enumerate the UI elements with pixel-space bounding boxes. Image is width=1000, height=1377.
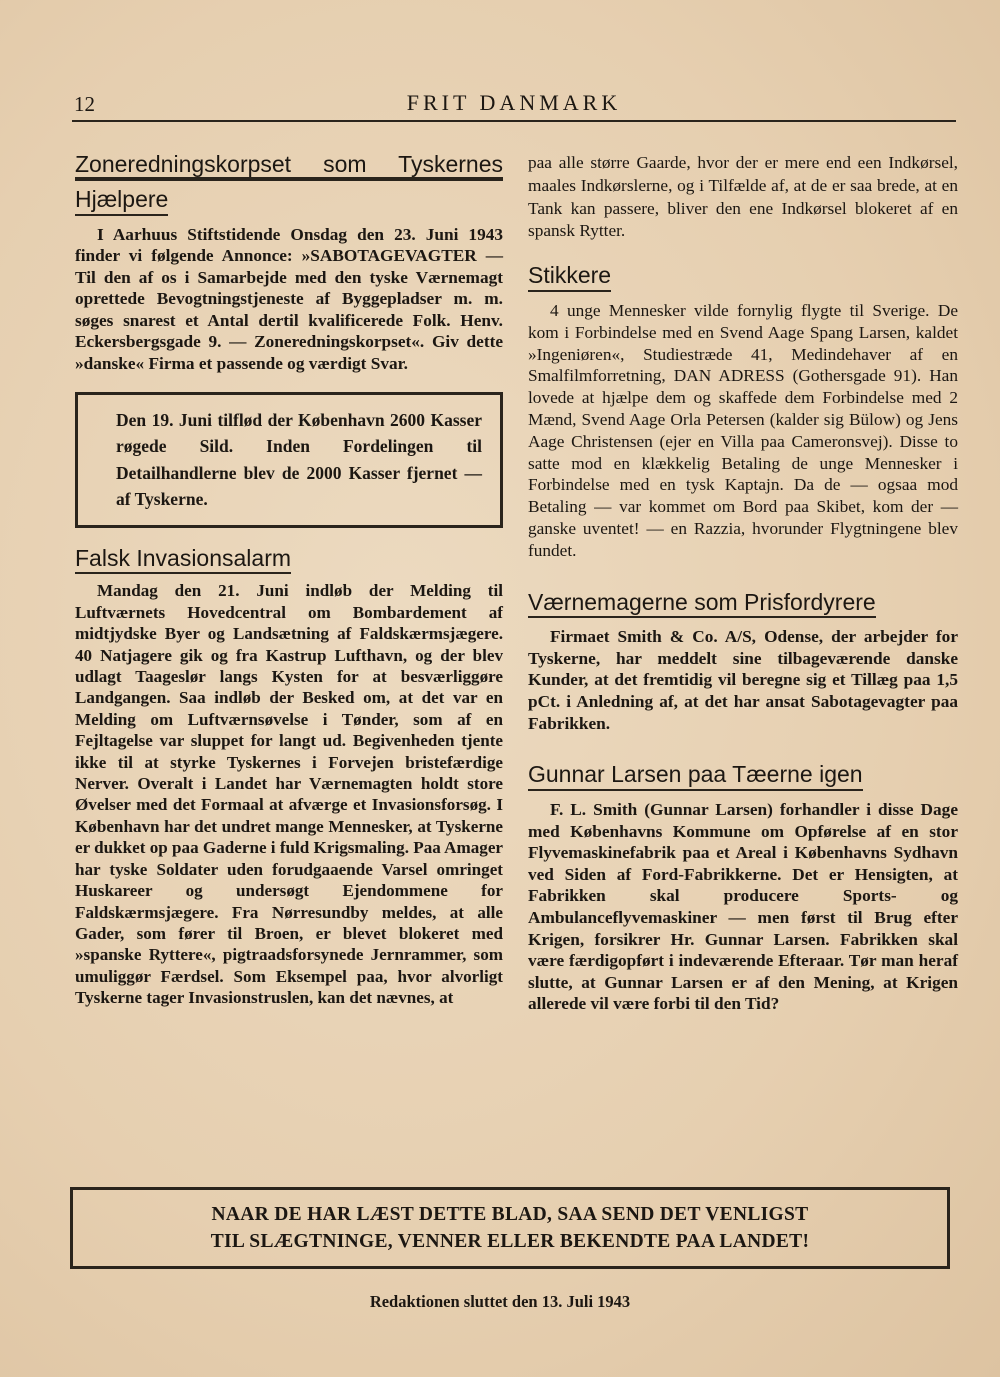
page-header	[72, 88, 956, 122]
article-body: Firmaet Smith & Co. A/S, Odense, der arbejder for Tyskerne, har meddelt sine tilbageværende danske Kunder, at det fremtidig vil beregne sig et Tillæg paa 1,5 pCt. i Anledning af, at det har ansat Sabotagevagter paa Fabrikken.	[528, 627, 958, 733]
masthead: FRIT DANMARK	[406, 90, 622, 115]
notice-box: Den 19. Juni tilflød der København 2600 Kasser røgede Sild. Inden Fordelingen til Detailhandlerne blev de 2000 Kasser fjernet — af Tyskerne.	[75, 392, 503, 528]
article-gunnar-larsen	[528, 760, 958, 1015]
article-zoneredning	[75, 150, 503, 375]
appeal-line: TIL SLÆGTNINGE, VENNER ELLER BEKENDTE PAA LANDET!	[210, 1231, 810, 1252]
article-vaernemagerne	[528, 588, 958, 735]
article-stikkere	[528, 261, 958, 561]
article-heading: Værnemagerne som Prisfordyrere	[528, 588, 876, 619]
right-column	[528, 150, 958, 1015]
article-falsk-invasionsalarm	[75, 544, 503, 1009]
article-body: I Aarhuus Stiftstidende Onsdag den 23. Juni 1943 finder vi følgende Annonce: »SABOTAGEVAGTER — Til den af os i Samarbejde med den tyske Værnemagt oprettede Bevogtningstjeneste af Byggepladser m. m. søges snarest et Antal dertil kvalificerede Folk. Henv. Eckersbergsgade 9. — Zoneredningskorpset«. Giv dette »danske« Firma et passende og værdigt Svar.	[75, 224, 503, 374]
article-body: 4 unge Mennesker vilde fornylig flygte til Sverige. De kom i Forbindelse med en Svend Aage Spang Larsen, kaldet »Ingeniøren«, Studiestræde 41, Medindehaver af en Smalfilmforretning, DAN ADRESS (Gothersgade 91). Han lovede at hjælpe dem og skaffede dem Forbindelse med 2 Mænd, Svend Aage Orla Petersen (kalder sig Bülow) og Jens Aage Christensen (ejer en Villa paa Cameronsvej). Disse to satte mod en klækkelig Betaling de unge Mennesker i Forbindelse med en tysk Kaptajn. Da de — ogsaa mod Betaling — var kommet om Bord paa Skibet, kom der — ganske uventet! — en Razzia, hvorunder Flygtningene blev fundet.	[528, 300, 958, 560]
appeal-box	[70, 1187, 950, 1269]
article-heading-continued: Hjælpere	[75, 185, 168, 216]
article-heading: Falsk Invasionsalarm	[75, 544, 291, 575]
article-heading: Gunnar Larsen paa Tæerne igen	[528, 760, 863, 791]
article-continuation: paa alle større Gaarde, hvor der er mere end een Indkørsel, maales Indkørslerne, og i Tilfælde af, at de er saa brede, at en Tank kan passere, bliver den ene Indkørsel blokeret af en spansk Rytter.	[528, 153, 958, 241]
page-number: 12	[74, 92, 95, 116]
left-column	[75, 150, 503, 1009]
appeal-line: NAAR DE HAR LÆST DETTE BLAD, SAA SEND DET VENLIGST	[211, 1204, 809, 1225]
article-body: Mandag den 21. Juni indløb der Melding til Luftværnets Hovedcentral om Bombardement af midtjydske Byer og Landsætning af Faldskærmsjægere. 40 Natjagere gik og fra Kastrup Lufthavn, og der blev udlagt Taageslør langs Kysten for at besværliggøre Landgangen. Saa indløb der Besked om, at det var en Melding om Luftværnsøvelse i Tønder, som af en Fejltagelse var sluppet for langt ud. Begivenheden tjente ikke til at styrke Tyskernes i Forvejen bristefærdige Nerver. Overalt i Landet har Værnemagten holdt store Øvelser med det Formaal at afværge et Invasionsforsøg. I København har det undret mange Mennesker, at Tyskerne er dukket op paa Gaderne i fuld Krigsmaling. Paa Amager har tyske Soldater uden forudgaaende Varsel omringet Huskareer og undersøgt Ejendommene for Faldskærmsjægere. Fra Nørresundby meldes, at alle Gader, som fører til Broen, er blevet blokeret med »spanske Ryttere«, pigtraadsforsynede Jernrammer, som umuliggør Færdsel. Som Eksempel paa, hvor alvorligt Tyskerne tager Invasionstruslen, kan det nævnes, at	[75, 581, 503, 1008]
article-heading: Stikkere	[528, 261, 611, 292]
article-heading: Zoneredningskorpset som Tyskernes	[75, 150, 503, 181]
closing-note: Redaktionen sluttet den 13. Juli 1943	[369, 1292, 631, 1311]
article-body: F. L. Smith (Gunnar Larsen) forhandler i disse Dage med Københavns Kommune om Opførelse af en stor Flyvemaskinefabrik paa et Areal i Københavns Sydhavn ved Siden af Ford-Fabrikkerne. Det er Hensigten, at Fabrikken skal producere Sports- og Ambulanceflyvemaskiner — men først til Brug efter Krigen, forsikrer Hr. Gunnar Larsen. Fabrikken skal være færdigopført i indeværende Efteraar. Tør man heraf slutte, at Gunnar Larsen er af den Mening, at Krigen allerede vil være forbi til den Tid?	[528, 799, 958, 1014]
